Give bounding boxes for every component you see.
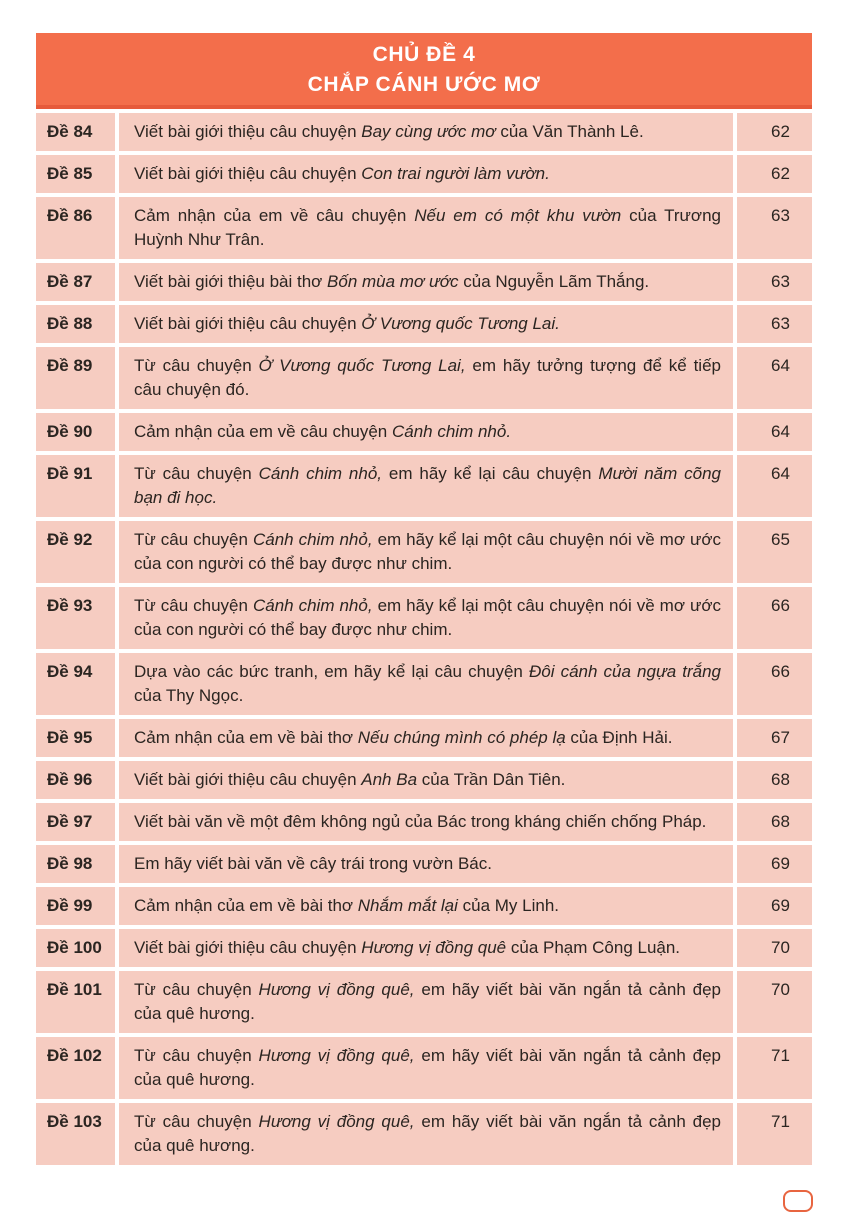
row-description: Viết bài giới thiệu câu chuyện Bay cùng ước mơ của Văn Thành Lê. (119, 113, 733, 151)
row-page-number: 63 (737, 197, 812, 259)
table-row (36, 413, 812, 451)
exercise-label: Đề 88 (36, 305, 115, 343)
table-row (36, 305, 812, 343)
row-description: Cảm nhận của em về câu chuyện Cánh chim nhỏ. (119, 413, 733, 451)
row-page-number: 62 (737, 155, 812, 193)
table-row (36, 887, 812, 925)
toc-sheet (36, 33, 812, 1165)
table-row (36, 263, 812, 301)
row-page-number: 69 (737, 845, 812, 883)
row-page-number: 70 (737, 971, 812, 1033)
table-row (36, 455, 812, 517)
row-description: Viết bài giới thiệu câu chuyện Ở Vương quốc Tương Lai. (119, 305, 733, 343)
row-page-number: 66 (737, 587, 812, 649)
row-page-number: 65 (737, 521, 812, 583)
table-row (36, 761, 812, 799)
page-corner-badge-icon (783, 1190, 813, 1212)
table-row (36, 929, 812, 967)
exercise-label: Đề 92 (36, 521, 115, 583)
table-row (36, 803, 812, 841)
row-page-number: 63 (737, 305, 812, 343)
row-page-number: 71 (737, 1037, 812, 1099)
row-page-number: 64 (737, 413, 812, 451)
row-description: Viết bài giới thiệu câu chuyện Anh Ba của Trần Dân Tiên. (119, 761, 733, 799)
row-description: Từ câu chuyện Cánh chim nhỏ, em hãy kể lại một câu chuyện nói về mơ ước của con người có thể bay được như chim. (119, 587, 733, 649)
row-description: Dựa vào các bức tranh, em hãy kể lại câu chuyện Đôi cánh của ngựa trắng của Thy Ngọc. (119, 653, 733, 715)
exercise-label: Đề 87 (36, 263, 115, 301)
row-description: Từ câu chuyện Cánh chim nhỏ, em hãy kể lại câu chuyện Mười năm cõng bạn đi học. (119, 455, 733, 517)
row-description: Viết bài giới thiệu câu chuyện Con trai người làm vườn. (119, 155, 733, 193)
table-row (36, 587, 812, 649)
row-description: Cảm nhận của em về câu chuyện Nếu em có một khu vườn của Trương Huỳnh Như Trân. (119, 197, 733, 259)
row-description: Cảm nhận của em về bài thơ Nếu chúng mình có phép lạ của Định Hải. (119, 719, 733, 757)
row-page-number: 62 (737, 113, 812, 151)
exercise-label: Đề 89 (36, 347, 115, 409)
row-page-number: 64 (737, 455, 812, 517)
exercise-label: Đề 91 (36, 455, 115, 517)
exercise-label: Đề 98 (36, 845, 115, 883)
row-description: Viết bài văn về một đêm không ngủ của Bác trong kháng chiến chống Pháp. (119, 803, 733, 841)
exercise-label: Đề 101 (36, 971, 115, 1033)
table-row (36, 971, 812, 1033)
table-row (36, 653, 812, 715)
row-description: Cảm nhận của em về bài thơ Nhắm mắt lại của My Linh. (119, 887, 733, 925)
row-page-number: 63 (737, 263, 812, 301)
row-page-number: 67 (737, 719, 812, 757)
table-row (36, 1103, 812, 1165)
exercise-label: Đề 84 (36, 113, 115, 151)
row-page-number: 64 (737, 347, 812, 409)
exercise-label: Đề 99 (36, 887, 115, 925)
exercise-label: Đề 96 (36, 761, 115, 799)
row-page-number: 69 (737, 887, 812, 925)
table-row (36, 1037, 812, 1099)
row-description: Viết bài giới thiệu bài thơ Bốn mùa mơ ước của Nguyễn Lãm Thắng. (119, 263, 733, 301)
exercise-label: Đề 93 (36, 587, 115, 649)
row-page-number: 71 (737, 1103, 812, 1165)
topic-title: CHẮP CÁNH ƯỚC MƠ (307, 73, 541, 96)
row-description: Viết bài giới thiệu câu chuyện Hương vị đồng quê của Phạm Công Luận. (119, 929, 733, 967)
row-description: Từ câu chuyện Hương vị đồng quê, em hãy viết bài văn ngắn tả cảnh đẹp của quê hương. (119, 1103, 733, 1165)
table-row (36, 113, 812, 151)
row-description: Từ câu chuyện Hương vị đồng quê, em hãy viết bài văn ngắn tả cảnh đẹp của quê hương. (119, 971, 733, 1033)
topic-banner (36, 33, 812, 109)
row-description: Em hãy viết bài văn về cây trái trong vườn Bác. (119, 845, 733, 883)
row-page-number: 66 (737, 653, 812, 715)
row-description: Từ câu chuyện Cánh chim nhỏ, em hãy kể lại một câu chuyện nói về mơ ước của con người có thể bay được như chim. (119, 521, 733, 583)
table-row (36, 719, 812, 757)
table-row (36, 845, 812, 883)
exercise-label: Đề 100 (36, 929, 115, 967)
exercise-label: Đề 94 (36, 653, 115, 715)
exercise-label: Đề 102 (36, 1037, 115, 1099)
exercise-label: Đề 103 (36, 1103, 115, 1165)
table-row (36, 521, 812, 583)
row-description: Từ câu chuyện Hương vị đồng quê, em hãy viết bài văn ngắn tả cảnh đẹp của quê hương. (119, 1037, 733, 1099)
exercise-label: Đề 86 (36, 197, 115, 259)
exercise-label: Đề 90 (36, 413, 115, 451)
row-page-number: 70 (737, 929, 812, 967)
exercise-label: Đề 95 (36, 719, 115, 757)
table-row (36, 347, 812, 409)
row-page-number: 68 (737, 761, 812, 799)
row-description: Từ câu chuyện Ở Vương quốc Tương Lai, em hãy tưởng tượng để kể tiếp câu chuyện đó. (119, 347, 733, 409)
exercise-label: Đề 97 (36, 803, 115, 841)
row-page-number: 68 (737, 803, 812, 841)
topic-number: CHỦ ĐỀ 4 (372, 43, 476, 66)
topic-table-rows (36, 113, 812, 1165)
table-row (36, 155, 812, 193)
exercise-label: Đề 85 (36, 155, 115, 193)
table-row (36, 197, 812, 259)
